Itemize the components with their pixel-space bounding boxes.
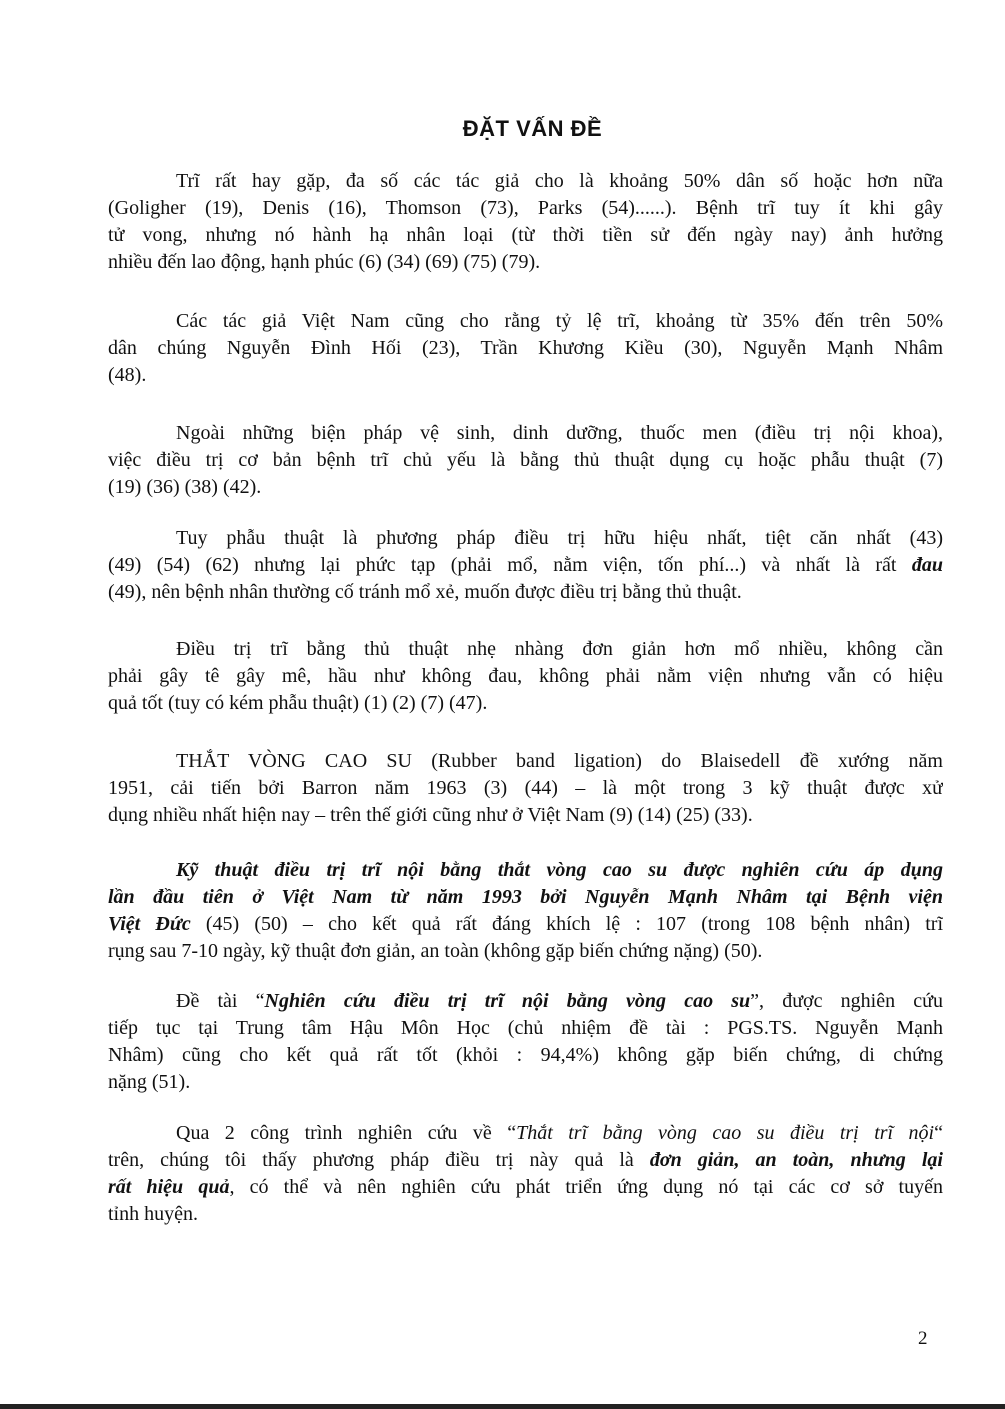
text-segment: (45) (50) – cho kết quả rất đáng khích lệ : 107 (trong 108 bệnh nhân) trĩ: [190, 913, 943, 935]
emphasized-text: rất hiệu quả: [108, 1176, 230, 1198]
text-segment: (48).: [108, 364, 147, 386]
text-line: [108, 857, 943, 884]
text-segment: quả tốt (tuy có kém phẫu thuật) (1) (2) (7) (47).: [108, 692, 488, 714]
text-segment: , có thể và nên nghiên cứu phát triển ứng dụng nó tại các cơ sở tuyến: [229, 1176, 943, 1198]
text-line: [108, 579, 943, 606]
text-line: [108, 362, 943, 389]
text-segment: dân chúng Nguyễn Đình Hối (23), Trần Khương Kiều (30), Nguyễn Mạnh Nhâm: [108, 337, 943, 359]
text-segment: (19) (36) (38) (42).: [108, 476, 262, 498]
text-segment: tiếp tục tại Trung tâm Hậu Môn Học (chủ nhiệm đề tài : PGS.TS. Nguyễn Mạnh: [108, 1017, 943, 1039]
text-segment: việc điều trị cơ bản bệnh trĩ chủ yếu là bằng thủ thuật dụng cụ hoặc phẫu thuật (7): [108, 449, 943, 471]
text-segment: (49), nên bệnh nhân thường cố tránh mổ xẻ, muốn được điều trị bằng thủ thuật.: [108, 581, 742, 603]
text-segment: Điều trị trĩ bằng thủ thuật nhẹ nhàng đơn giản hơn mổ nhiều, không cần: [176, 638, 943, 660]
text-segment: “: [934, 1122, 943, 1144]
text-line: [108, 1120, 943, 1147]
emphasized-text: lần đầu tiên ở Việt Nam từ năm 1993 bởi Nguyễn Mạnh Nhâm tại Bệnh viện: [108, 886, 943, 908]
text-segment: phải gây tê gây mê, hầu như không đau, không phải nằm viện nhưng vẫn có hiệu: [108, 665, 943, 687]
text-line: [108, 748, 943, 775]
paragraph-2: [108, 308, 943, 389]
text-line: [108, 335, 943, 362]
text-line: [108, 447, 943, 474]
text-segment: trên, chúng tôi thấy phương pháp điều trị này quả là: [108, 1149, 650, 1171]
paragraph-4: [108, 525, 943, 606]
text-line: [108, 663, 943, 690]
text-segment: 1951, cải tiến bởi Barron năm 1963 (3) (44) – là một trong 3 kỹ thuật được xử: [108, 777, 943, 799]
text-line: [108, 911, 943, 938]
text-segment: Các tác giả Việt Nam cũng cho rằng tỷ lệ trĩ, khoảng từ 35% đến trên 50%: [176, 310, 943, 332]
text-line: [108, 308, 943, 335]
paragraph-5: [108, 636, 943, 717]
text-segment: tỉnh huyện.: [108, 1203, 198, 1225]
text-line: [108, 1042, 943, 1069]
page-title: ĐẶT VẤN ĐỀ: [462, 116, 603, 141]
text-line: [108, 1147, 943, 1174]
text-segment: tử vong, nhưng nó hành hạ nhân loại (từ thời tiền sử đến ngày nay) ảnh hưởng: [108, 224, 943, 246]
text-segment: Tuy phẫu thuật là phương pháp điều trị hữu hiệu nhất, tiệt căn nhất (43): [176, 527, 943, 549]
text-segment: ”, được nghiên cứu: [750, 990, 943, 1012]
text-line: [108, 420, 943, 447]
text-segment: Ngoài những biện pháp vệ sinh, dinh dưỡng, thuốc men (điều trị nội khoa),: [176, 422, 943, 444]
text-segment: nhiều đến lao động, hạnh phúc (6) (34) (69) (75) (79).: [108, 251, 541, 273]
text-segment: Qua 2 công trình nghiên cứu về “: [176, 1122, 517, 1144]
paragraph-8: [108, 988, 943, 1096]
text-segment: (49) (54) (62) nhưng lại phức tạp (phải mổ, nằm viện, tốn phí...) và nhất là rất: [108, 554, 912, 576]
text-segment: Nhâm) cũng cho kết quả rất tốt (khỏi : 94,4%) không gặp biến chứng, di chứng: [108, 1044, 943, 1066]
text-line: [108, 1174, 943, 1201]
text-segment: (Goligher (19), Denis (16), Thomson (73), Parks (54)......). Bệnh trĩ tuy ít khi gây: [108, 197, 943, 219]
text-segment: dụng nhiều nhất hiện nay – trên thế giới cũng như ở Việt Nam (9) (14) (25) (33).: [108, 804, 753, 826]
text-line: [108, 988, 943, 1015]
emphasized-text: đau: [911, 554, 943, 576]
text-segment: nặng (51).: [108, 1071, 191, 1093]
text-line: [108, 525, 943, 552]
text-line: [108, 249, 943, 276]
text-segment: Đề tài “: [176, 990, 265, 1012]
paragraph-6: [108, 748, 943, 829]
text-segment: THẮT VÒNG CAO SU (Rubber band ligation) do Blaisedell đề xướng năm: [176, 750, 943, 772]
text-line: [108, 884, 943, 911]
emphasized-text: đơn giản, an toàn, nhưng lại: [649, 1149, 943, 1171]
emphasized-text: Nghiên cứu điều trị trĩ nội bằng vòng cao su: [264, 990, 751, 1012]
text-line: [108, 690, 943, 717]
text-line: [108, 1015, 943, 1042]
text-line: [108, 195, 943, 222]
paragraph-9: [108, 1120, 943, 1228]
text-segment: Trĩ rất hay gặp, đa số các tác giả cho là khoảng 50% dân số hoặc hơn nữa: [176, 170, 943, 192]
emphasized-text: Thắt trĩ bằng vòng cao su điều trị trĩ nội: [516, 1122, 935, 1144]
emphasized-text: Kỹ thuật điều trị trĩ nội bằng thắt vòng cao su được nghiên cứu áp dụng: [176, 859, 943, 881]
emphasized-text: Việt Đức: [108, 913, 191, 935]
text-line: [108, 775, 943, 802]
page-number: 2: [918, 1328, 928, 1349]
paragraph-3: [108, 420, 943, 501]
text-line: [108, 938, 943, 965]
paragraph-1: [108, 168, 943, 276]
text-segment: rụng sau 7-10 ngày, kỹ thuật đơn giản, an toàn (không gặp biến chứng nặng) (50).: [108, 940, 763, 962]
text-line: [108, 1069, 943, 1096]
text-line: [108, 552, 943, 579]
text-line: [108, 474, 943, 501]
paragraph-7: [108, 857, 943, 965]
text-line: [108, 636, 943, 663]
text-line: [108, 802, 943, 829]
text-line: [108, 222, 943, 249]
scan-edge: [0, 1404, 1005, 1409]
text-line: [108, 168, 943, 195]
text-line: [108, 1201, 943, 1228]
